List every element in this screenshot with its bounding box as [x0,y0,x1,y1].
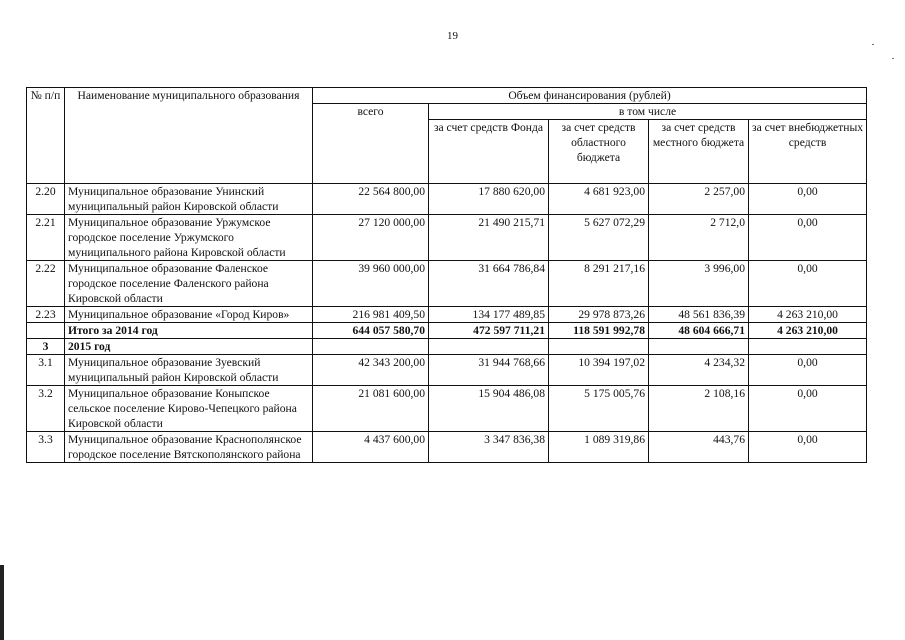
header-name: Наименование муниципального образования [65,88,313,184]
row-regional: 5 175 005,76 [549,386,649,432]
row-local: 2 108,16 [649,386,749,432]
row-total: 644 057 580,70 [313,323,429,339]
row-local: 2 257,00 [649,184,749,215]
row-fund: 31 944 768,66 [429,355,549,386]
header-fund: за счет средств Фонда [429,120,549,184]
header-total: всего [313,104,429,184]
row-number: 2.23 [27,307,65,323]
row-name: Муниципальное образование Зуевский муниципальный район Кировской области [65,355,313,386]
row-offbudget: 4 263 210,00 [749,323,867,339]
header-off-budget: за счет внебюджетных средств [749,120,867,184]
row-regional: 118 591 992,78 [549,323,649,339]
row-number [27,323,65,339]
row-total: 39 960 000,00 [313,261,429,307]
row-fund: 17 880 620,00 [429,184,549,215]
table-row [27,386,867,432]
table-row [27,261,867,307]
row-local: 3 996,00 [649,261,749,307]
row-name: Муниципальное образование Коныпское сельское поселение Кирово-Чепецкого района Кировской области [65,386,313,432]
row-regional: 8 291 217,16 [549,261,649,307]
row-number: 3.2 [27,386,65,432]
row-regional: 10 394 197,02 [549,355,649,386]
header-funding: Объем финансирования (рублей) [313,88,867,104]
row-fund [429,339,549,355]
row-number: 3 [27,339,65,355]
row-name: Муниципальное образование Унинский муниципальный район Кировской области [65,184,313,215]
row-name: 2015 год [65,339,313,355]
total-row-2014 [27,323,867,339]
row-total: 42 343 200,00 [313,355,429,386]
header-regional-budget: за счет средств областного бюджета [549,120,649,184]
table-row [27,184,867,215]
row-local: 2 712,0 [649,215,749,261]
row-total: 27 120 000,00 [313,215,429,261]
row-number: 2.20 [27,184,65,215]
row-fund: 134 177 489,85 [429,307,549,323]
row-regional: 5 627 072,29 [549,215,649,261]
table-row [27,215,867,261]
row-number: 3.3 [27,432,65,463]
row-total: 4 437 600,00 [313,432,429,463]
scan-speck [892,58,894,59]
row-offbudget: 0,00 [749,215,867,261]
row-offbudget: 0,00 [749,355,867,386]
row-offbudget: 0,00 [749,386,867,432]
table-row [27,307,867,323]
row-fund: 3 347 836,38 [429,432,549,463]
scan-edge-mark [0,565,4,640]
row-number: 2.22 [27,261,65,307]
row-name: Муниципальное образование Фаленское городское поселение Фаленского района Кировской области [65,261,313,307]
table-row [27,432,867,463]
row-name: Муниципальное образование «Город Киров» [65,307,313,323]
row-total: 22 564 800,00 [313,184,429,215]
row-total: 21 081 600,00 [313,386,429,432]
row-fund: 21 490 215,71 [429,215,549,261]
financing-table [26,87,867,463]
row-fund: 15 904 486,08 [429,386,549,432]
page-number: 19 [447,30,458,42]
row-name: Муниципальное образование Краснополянское городское поселение Вятскополянского района [65,432,313,463]
row-number: 3.1 [27,355,65,386]
row-regional: 4 681 923,00 [549,184,649,215]
row-offbudget: 4 263 210,00 [749,307,867,323]
row-total [313,339,429,355]
row-name: Муниципальное образование Уржумское городское поселение Уржумского муниципального района Кировской области [65,215,313,261]
row-local [649,339,749,355]
header-including: в том числе [429,104,867,120]
row-offbudget [749,339,867,355]
row-local: 48 561 836,39 [649,307,749,323]
row-fund: 31 664 786,84 [429,261,549,307]
row-name: Итого за 2014 год [65,323,313,339]
row-fund: 472 597 711,21 [429,323,549,339]
row-offbudget: 0,00 [749,432,867,463]
row-regional: 29 978 873,26 [549,307,649,323]
row-number: 2.21 [27,215,65,261]
row-regional [549,339,649,355]
header-number: № п/п [27,88,65,184]
header-local-budget: за счет средств местного бюджета [649,120,749,184]
row-offbudget: 0,00 [749,184,867,215]
table-row [27,355,867,386]
row-local: 4 234,32 [649,355,749,386]
row-regional: 1 089 319,86 [549,432,649,463]
row-offbudget: 0,00 [749,261,867,307]
row-total: 216 981 409,50 [313,307,429,323]
section-row-2015 [27,339,867,355]
row-local: 48 604 666,71 [649,323,749,339]
scan-speck [872,44,874,45]
row-local: 443,76 [649,432,749,463]
